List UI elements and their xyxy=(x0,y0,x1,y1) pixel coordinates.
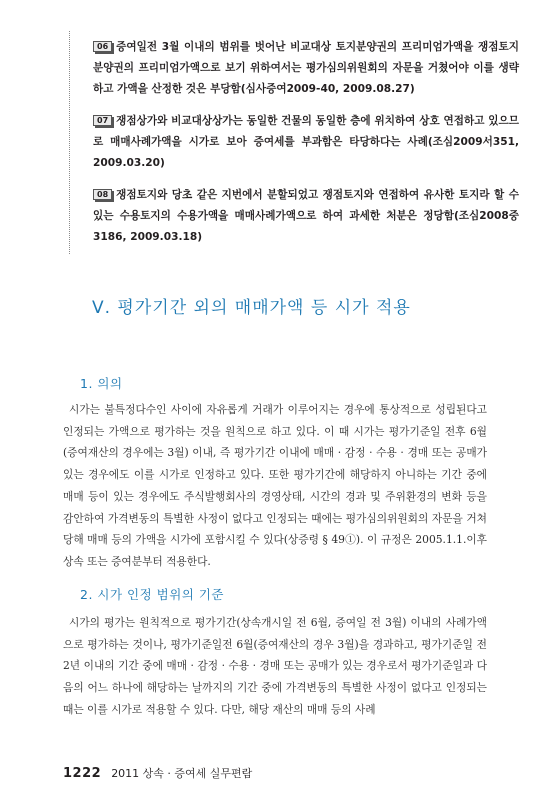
body-paragraph: 시가는 불특정다수인 사이에 자유롭게 거래가 이루어지는 경우에 통상적으로 성립된다고 인정되는 가액으로 평가하는 것을 원칙으로 하고 있다. 이 때 시가는 평가기준일 전후 6월(증여재산의 경우에는 3월) 이내, 즉 평가기간 이내에 매매 · 감정 · 수용 · 경매 또는 공매가 있는 경우에도 이를 시가로 인정하고 있다. 또한 평가기간에 해당하지 아니하는 기간 중에 매매 등이 있는 경우에도 주식발행회사의 경영상태, 시간의 경과 및 주위환경의 변화 등을 감안하여 가격변동의 특별한 사정이 없다고 인정되는 때에는 평가심의위원회의 자문을 거쳐 당해 매매 등의 가액을 시가에 포함시킬 수 있다(상증령 § 49①). 이 규정은 2005.1.1.이후 상속 또는 증여분부터 적용한다. xyxy=(63,403,487,568)
case-item xyxy=(93,185,519,248)
book-title: 2011 상속 · 증여세 실무편람 xyxy=(111,767,253,780)
page-footer xyxy=(63,765,252,781)
case-item xyxy=(93,37,519,100)
subsection-heading: 2. 시가 인정 범위의 기준 xyxy=(80,587,224,602)
case-list xyxy=(69,31,519,254)
section-heading: Ⅴ. 평가기간 외의 매매가액 등 시가 적용 xyxy=(92,298,411,318)
case-text: 쟁점상가와 비교대상상가는 동일한 건물의 동일한 층에 위치하여 상호 연접하고 있으므로 매매사례가액을 시가로 보아 증여세를 부과함은 타당하다는 사례(조심2009서351, 2009.03.20) xyxy=(93,115,519,169)
page-number: 1222 xyxy=(63,766,102,781)
case-number-badge: 08 xyxy=(93,189,112,200)
case-number-badge: 06 xyxy=(93,41,112,52)
case-number-badge: 07 xyxy=(93,115,112,126)
case-text: 증여일전 3월 이내의 범위를 벗어난 비교대상 토지분양권의 프리미엄가액을 쟁점토지분양권의 프리미엄가액으로 보기 위하여서는 평가심의위원회의 자문을 거쳤어야 이를 생략하고 가액을 산정한 것은 부당함(심사증여2009-40, 2009.08.27) xyxy=(93,41,519,95)
subsection-heading: 1. 의의 xyxy=(80,376,123,391)
case-item xyxy=(93,111,519,174)
body-paragraph: 시가의 평가는 원칙적으로 평가기간(상속개시일 전 6월, 증여일 전 3월) 이내의 사례가액으로 평가하는 것이나, 평가기준일전 6월(증여재산의 경우 3월)을 경과하고, 평가기준일 전 2년 이내의 기간 중에 매매 · 감정 · 수용 · 경매 또는 공매가 있는 경우로서 평가기준일과 다음의 어느 하나에 해당하는 날까지의 기간 중에 가격변동의 특별한 사정이 없다고 인정되는 때는 이를 시가로 적용할 수 있다. 다만, 해당 재산의 매매 등의 사례 xyxy=(63,616,487,716)
case-text: 쟁점토지와 당초 같은 지번에서 분할되었고 쟁점토지와 연접하여 유사한 토지라 할 수 있는 수용토지의 수용가액을 매매사례가액으로 하여 과세한 처분은 정당함(조심2008중3186, 2009.03.18) xyxy=(93,189,519,243)
